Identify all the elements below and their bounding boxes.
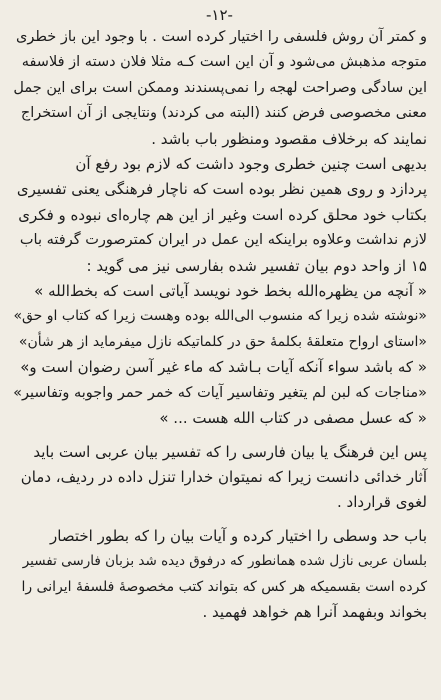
quote-line: «استای ارواح متعلقهٔ بکلمهٔ حق در کلماتیکه نازل میفرماید از هر شأن» <box>18 333 427 350</box>
quote-line: « آنچه من یظهره‌الله بخط خود نویسد آیاتی است که بخط‌الله » <box>34 282 427 301</box>
paragraph-3 <box>12 440 427 516</box>
paragraph-4 <box>12 524 427 626</box>
text-line: کرده است بقسمیکه هر کس که بتواند کتب مخصوصهٔ فلسفهٔ ایرانی را <box>21 578 427 595</box>
paragraph-1 <box>12 25 427 152</box>
page-number: -۱۲- <box>206 6 233 24</box>
text-line: بلسان عربی نازل شده همانطور که درفوق دیده شد بزبان فارسی تفسیر <box>22 553 427 570</box>
text-line: پردازد و روی همین نظر بوده است که ناچار فرهنگی یعنی تفسیری <box>16 180 427 199</box>
text-line: باب حد وسطی را اختیار کرده و آیات بیان را که بطور اختصار <box>50 526 427 545</box>
text-line: این سادگی وصراحت لهجه را نمی‌پسندند وممکن است برای این جمل <box>13 79 427 96</box>
text-line: معنی مخصوصی فرض کنند (البته می کردند) ونتایجی از آن استخراج <box>20 105 427 122</box>
text-line: لغوی قرارداد . <box>337 493 427 512</box>
quote-line: «مناجات که لبن لم یتغیر وتفاسیر آیات که خمر حمر واجوبه وتفاسیر» <box>13 384 427 401</box>
text-line: لازم نداشت وعلاوه براینکه این عمل در ایران کمترصورت گرفته باب <box>19 232 427 249</box>
quote-line: « که عسل مصفی در کتاب الله هست ... » <box>159 409 427 428</box>
text-line: بخواند وبفهمد آنرا هم خواهد فهمید . <box>202 602 427 621</box>
text-line: بدیهی است چنین خطری وجود داشت که لازم بود رفع آن <box>75 155 427 174</box>
quote-line: « که باشد سواء آنکه آیات بـاشد که ماء غیر آسن رضوان است و» <box>20 358 427 377</box>
text-line: و کمتر آن روش فلسفی را اختیار کرده است . با وجود این باز خطری <box>16 29 427 45</box>
quote-line: «نوشته شده زیرا که منسوب الی‌الله بوده وهست زیرا که کتاب او حق» <box>13 308 427 325</box>
text-line: بکتاب خود محلق کرده است وغیر از این هم چاره‌ای نبوده و فکری <box>18 205 427 224</box>
text-line: آثار خدائی دانست زیرا که نمیتوان خدارا تنزل داده در ردیف، دمان <box>20 467 427 486</box>
text-line: متوجه مذهبش می‌شود و آن این است کـه مثلا فلان دسته از فلاسفه <box>21 54 427 71</box>
text-line: پس این فرهنگ یا بیان فارسی را که تفسیر بیان عربی است باید <box>33 442 427 461</box>
paragraph-2 <box>12 152 427 431</box>
text-line: نمایند که برخلاف مقصود ومنظور باب باشد . <box>151 129 427 148</box>
text-line: ۱۵ از واحد دوم بیان تفسیر شده بفارسی نیز می گوید : <box>86 256 427 275</box>
